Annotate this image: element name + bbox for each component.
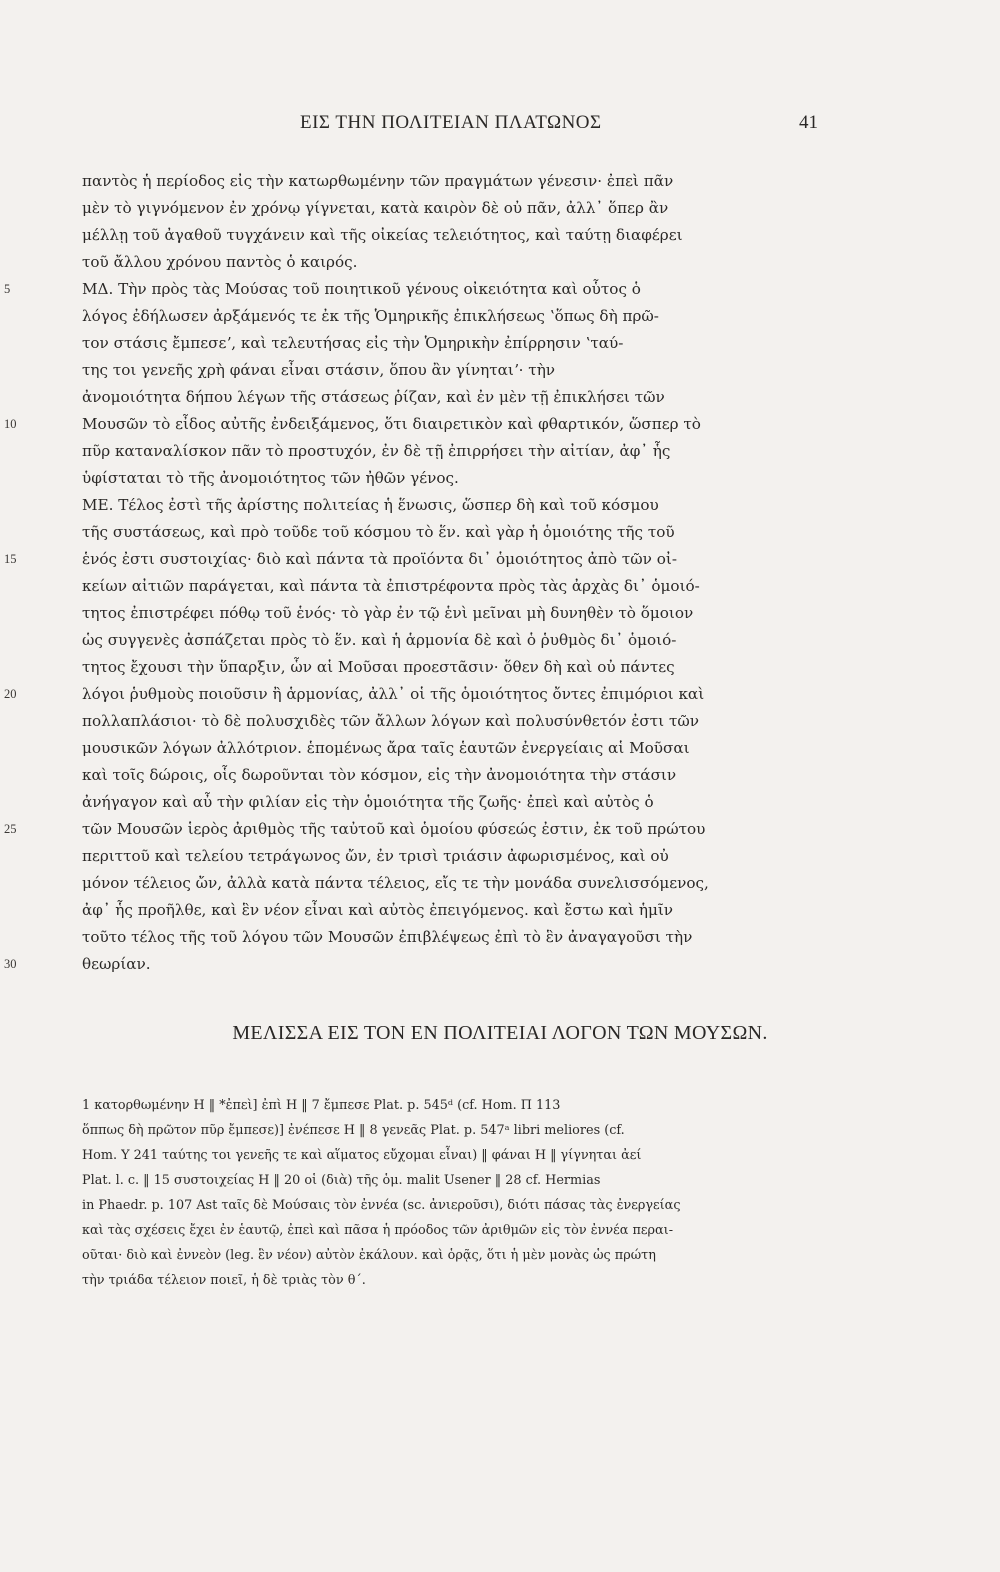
text-line bbox=[82, 735, 820, 762]
text-line bbox=[82, 627, 820, 654]
text-line bbox=[82, 519, 820, 546]
apparatus-line: in Phaedr. p. 107 Ast ταῖς δὲ Μούσαις τὸν ἐννέα (sc. ἀνιεροῦσι), διότι πάσας τὰς ἐνεργείας bbox=[82, 1198, 681, 1213]
line-text: μέλλῃ τοῦ ἀγαθοῦ τυγχάνειν καὶ τῆς οἰκείας τελειότητος, καὶ ταύτῃ διαφέρει bbox=[82, 226, 683, 244]
line-text: ἀνήγαγον καὶ αὖ τὴν φιλίαν εἰς τὴν ὁμοιότητα τῆς ζωῆς· ἐπεὶ καὶ αὐτὸς ὁ bbox=[82, 793, 654, 811]
apparatus-line: ὅππως δὴ πρῶτον πῦρ ἔμπεσε)] ἐνέπεσε H ‖ 8 γενεᾶς Plat. p. 547ᵃ libri meliores (cf. bbox=[82, 1123, 625, 1138]
apparatus-line: Hom. Υ 241 ταύτης τοι γενεῆς τε καὶ αἵματος εὔχομαι εἶναι) ‖ φάναι H ‖ γίγνηται ἀεί bbox=[82, 1148, 642, 1163]
critical-apparatus bbox=[82, 1093, 820, 1293]
line-text: λόγοι ῥυθμοὺς ποιοῦσιν ἢ ἁρμονίας, ἀλλ᾽ οἱ τῆς ὁμοιότητος ὄντες ἐπιμόριοι καὶ bbox=[82, 685, 705, 703]
line-text: μόνον τέλειος ὤν, ἀλλὰ κατὰ πάντα τέλειος, εἴς τε τὴν μονάδα συνελισσόμενος, bbox=[82, 874, 709, 892]
text-line bbox=[4, 276, 820, 303]
line-text: περιττοῦ καὶ τελείου τετράγωνος ὤν, ἐν τρισὶ τριάσιν ἀφωρισμένος, καὶ οὐ bbox=[82, 847, 669, 865]
line-text: μουσικῶν λόγων ἀλλότριον. ἑπομένως ἄρα ταῖς ἑαυτῶν ἐνεργείαις αἱ Μοῦσαι bbox=[82, 739, 690, 757]
main-text bbox=[4, 168, 820, 978]
text-line bbox=[82, 384, 820, 411]
line-text: θεωρίαν. bbox=[82, 955, 151, 973]
page-header bbox=[0, 112, 1000, 142]
line-text: μὲν τὸ γιγνόμενον ἐν χρόνῳ γίγνεται, κατὰ καιρὸν δὲ οὐ πᾶν, ἀλλ᾽ ὅπερ ἂν bbox=[82, 199, 669, 217]
text-line bbox=[82, 438, 820, 465]
line-text: λόγος ἐδήλωσεν ἀρξάμενός τε ἐκ τῆς Ὁμηρικῆς ἐπικλήσεως ʽὅπως δὴ πρῶ- bbox=[82, 307, 659, 325]
line-text: ὑφίσταται τὸ τῆς ἀνομοιότητος τῶν ἠθῶν γένος. bbox=[82, 469, 459, 487]
text-line bbox=[82, 654, 820, 681]
line-text: καὶ τοῖς δώροις, οἷς δωροῦνται τὸν κόσμον, εἰς τὴν ἀνομοιότητα τὴν στάσιν bbox=[82, 766, 677, 784]
line-text: Μουσῶν τὸ εἶδος αὐτῆς ἐνδειξάμενος, ὅτι διαιρετικὸν καὶ φθαρτικόν, ὥσπερ τὸ bbox=[82, 415, 701, 433]
text-line bbox=[82, 762, 820, 789]
line-text: τοῦ ἄλλου χρόνου παντὸς ὁ καιρός. bbox=[82, 253, 358, 271]
apparatus-line: τὴν τριάδα τέλειον ποιεῖ, ἡ δὲ τριὰς τὸν θ΄. bbox=[82, 1273, 366, 1288]
line-text: τῆς συστάσεως, καὶ πρὸ τοῦδε τοῦ κόσμου τὸ ἕν. καὶ γὰρ ἡ ὁμοιότης τῆς τοῦ bbox=[82, 523, 675, 541]
text-line bbox=[82, 789, 820, 816]
apparatus-line: οῦται· διὸ καὶ ἐννεὸν (leg. ἓν νέον) αὐτὸν ἐκάλουν. καὶ ὁρᾷς, ὅτι ἡ μὲν μονὰς ὡς πρώτη bbox=[82, 1248, 656, 1263]
line-text: ΜΕ. Τέλος ἐστὶ τῆς ἀρίστης πολιτείας ἡ ἕνωσις, ὥσπερ δὴ καὶ τοῦ κόσμου bbox=[82, 496, 659, 514]
line-text: τῶν Μουσῶν ἱερὸς ἀριθμὸς τῆς ταὐτοῦ καὶ ὁμοίου φύσεώς ἐστιν, ἐκ τοῦ πρώτου bbox=[82, 820, 706, 838]
line-number: 25 bbox=[4, 822, 17, 836]
line-text: τητος ἐπιστρέφει πόθῳ τοῦ ἑνός· τὸ γὰρ ἐν τῷ ἑνὶ μεῖναι μὴ δυνηθὲν τὸ ὅμοιον bbox=[82, 604, 694, 622]
line-text: ἀφ᾽ ἧς προῆλθε, καὶ ἓν νέον εἶναι καὶ αὐτὸς ἐπειγόμενος. καὶ ἔστω καὶ ἡμῖν bbox=[82, 901, 674, 919]
text-line bbox=[82, 600, 820, 627]
text-line bbox=[82, 465, 820, 492]
text-line bbox=[82, 924, 820, 951]
line-text: τοῦτο τέλος τῆς τοῦ λόγου τῶν Μουσῶν ἐπιβλέψεως ἐπὶ τὸ ἓν ἀναγαγοῦσι τὴν bbox=[82, 928, 693, 946]
running-head: ΕΙΣ ΤΗΝ ΠΟΛΙΤΕΙΑΝ ΠΛΑΤΩΝΟΣ bbox=[300, 112, 602, 133]
text-line bbox=[4, 681, 820, 708]
text-line bbox=[4, 411, 820, 438]
apparatus-line: 1 κατορθωμένην H ‖ *ἐπεὶ] ἐπὶ H ‖ 7 ἔμπεσε Plat. p. 545ᵈ (cf. Hom. Π 113 bbox=[82, 1098, 561, 1113]
line-number: 30 bbox=[4, 957, 17, 971]
text-line bbox=[82, 222, 820, 249]
line-text: πῦρ καταναλίσκον πᾶν τὸ προστυχόν, ἐν δὲ τῇ ἐπιρρήσει τὴν αἰτίαν, ἀφ᾽ ἧς bbox=[82, 442, 671, 460]
text-line bbox=[82, 843, 820, 870]
apparatus-line: Plat. l. c. ‖ 15 συστοιχείας H ‖ 20 οἱ (διὰ) τῆς ὁμ. malit Usener ‖ 28 cf. Hermias bbox=[82, 1173, 601, 1188]
line-text: ἑνός ἐστι συστοιχίας· διὸ καὶ πάντα τὰ προϊόντα δι᾽ ὁμοιότητος ἀπὸ τῶν οἰ- bbox=[82, 550, 677, 568]
text-line bbox=[82, 573, 820, 600]
apparatus-line: καὶ τὰς σχέσεις ἔχει ἐν ἑαυτῷ, ἐπεὶ καὶ πᾶσα ἡ πρόοδος τῶν ἀριθμῶν εἰς τὸν ἐννέα περαι- bbox=[82, 1223, 674, 1238]
text-line bbox=[82, 492, 820, 519]
text-line bbox=[4, 951, 820, 978]
text-line bbox=[4, 816, 820, 843]
line-text: τητος ἔχουσι τὴν ὕπαρξιν, ὧν αἱ Μοῦσαι προεστᾶσιν· ὅθεν δὴ καὶ οὐ πάντες bbox=[82, 658, 675, 676]
line-text: τον στάσις ἔμπεσεʼ, καὶ τελευτήσας εἰς τὴν Ὁμηρικὴν ἐπίρρησιν ʽταύ- bbox=[82, 334, 624, 352]
line-number: 10 bbox=[4, 417, 17, 431]
text-line bbox=[82, 330, 820, 357]
line-text: της τοι γενεῆς χρὴ φάναι εἶναι στάσιν, ὅπου ἂν γίνηταιʼ· τὴν bbox=[82, 361, 556, 379]
section-title: ΜΕΛΙΣΣΑ ΕΙΣ ΤΟΝ ΕΝ ΠΟΛΙΤΕΙΑΙ ΛΟΓΟΝ ΤΩΝ ΜΟΥΣΩΝ. bbox=[232, 1022, 768, 1044]
text-line bbox=[4, 546, 820, 573]
text-line bbox=[82, 357, 820, 384]
line-text: ΜΔ. Τὴν πρὸς τὰς Μούσας τοῦ ποιητικοῦ γένους οἰκειότητα καὶ οὗτος ὁ bbox=[82, 280, 641, 298]
line-number: 15 bbox=[4, 552, 17, 566]
text-line bbox=[82, 168, 820, 195]
page-number: 41 bbox=[799, 112, 818, 133]
line-text: παντὸς ἡ περίοδος εἰς τὴν κατωρθωμένην τῶν πραγμάτων γένεσιν· ἐπεὶ πᾶν bbox=[82, 172, 674, 190]
line-text: ἀνομοιότητα δήπου λέγων τῆς στάσεως ῥίζαν, καὶ ἐν μὲν τῇ ἐπικλήσει τῶν bbox=[82, 388, 665, 406]
text-line bbox=[82, 870, 820, 897]
text-line bbox=[82, 303, 820, 330]
text-line bbox=[82, 708, 820, 735]
line-text: ὡς συγγενὲς ἀσπάζεται πρὸς τὸ ἕν. καὶ ἡ ἁρμονία δὲ καὶ ὁ ῥυθμὸς δι᾽ ὁμοιό- bbox=[82, 631, 677, 649]
text-line bbox=[82, 195, 820, 222]
line-number: 20 bbox=[4, 687, 17, 701]
text-line bbox=[82, 897, 820, 924]
line-text: πολλαπλάσιοι· τὸ δὲ πολυσχιδὲς τῶν ἄλλων λόγων καὶ πολυσύνθετόν ἐστι τῶν bbox=[82, 712, 699, 730]
line-text: κείων αἰτιῶν παράγεται, καὶ πάντα τὰ ἐπιστρέφοντα πρὸς τὰς ἀρχὰς δι᾽ ὁμοιό- bbox=[82, 577, 700, 595]
text-line bbox=[82, 249, 820, 276]
line-number: 5 bbox=[4, 282, 11, 296]
